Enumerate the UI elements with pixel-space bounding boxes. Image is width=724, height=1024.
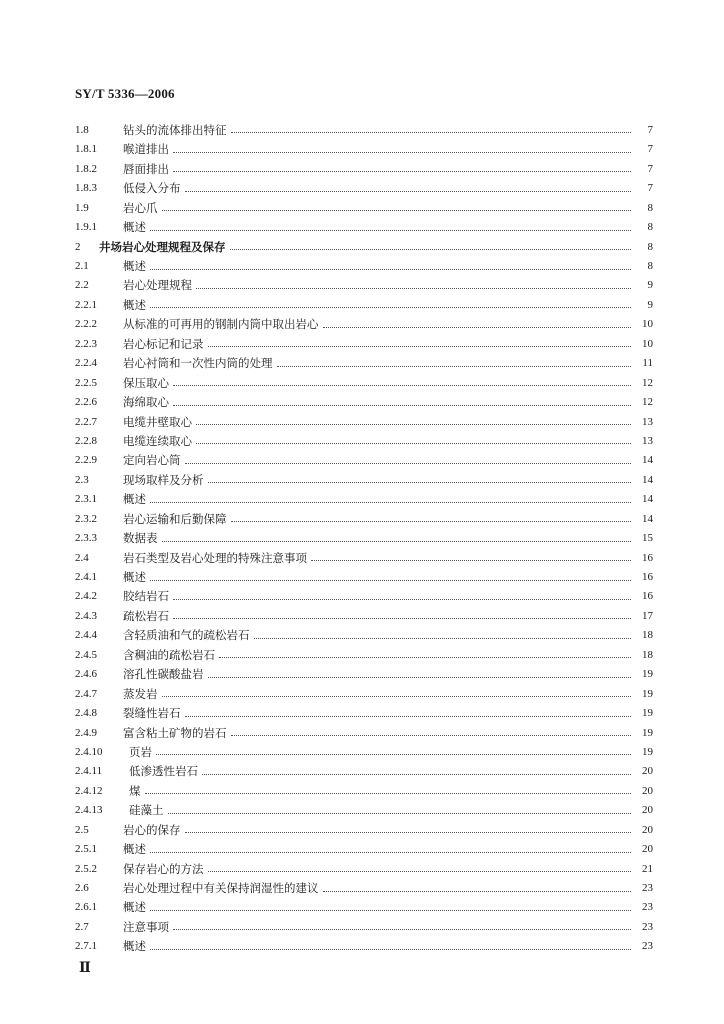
dot-leader — [162, 696, 632, 697]
dot-leader — [150, 910, 631, 911]
dot-leader — [202, 774, 631, 775]
dot-leader — [173, 405, 631, 406]
toc-entry[interactable] — [75, 743, 653, 762]
toc-entry[interactable] — [75, 121, 653, 140]
dot-leader — [173, 618, 631, 619]
dot-leader — [156, 754, 631, 755]
toc-entry-title: 岩心处理过程中有关保持润湿性的建议 — [123, 881, 319, 896]
toc-entry-number: 2.4.10 — [75, 745, 103, 758]
toc-entry-title: 保压取心 — [123, 375, 169, 390]
toc-entry-page: 20 — [642, 784, 653, 797]
toc-entry-title: 现场取样及分析 — [123, 472, 204, 487]
toc-entry-title: 含轻质油和气的疏松岩石 — [123, 628, 250, 643]
dot-leader — [185, 191, 632, 192]
toc-entry-title: 喉道排出 — [123, 142, 169, 157]
toc-entry-number: 2.3 — [75, 473, 89, 486]
toc-entry[interactable] — [75, 335, 653, 354]
toc-entry-number: 2.4.2 — [75, 590, 97, 603]
dot-leader — [173, 385, 631, 386]
toc-entry-title: 海绵取心 — [123, 395, 169, 410]
toc-entry-title: 煤 — [129, 783, 141, 798]
toc-entry[interactable] — [75, 257, 653, 276]
dot-leader — [185, 463, 632, 464]
toc-entry-number: 2.5.1 — [75, 843, 97, 856]
dot-leader — [208, 346, 632, 347]
toc-entry-page: 10 — [642, 337, 653, 350]
toc-entry[interactable] — [75, 432, 653, 451]
toc-entry-number: 2.2.1 — [75, 298, 97, 311]
toc-entry-title: 概述 — [123, 259, 146, 274]
dot-leader — [196, 424, 631, 425]
toc-entry-page: 20 — [642, 823, 653, 836]
toc-entry-page: 11 — [642, 357, 653, 370]
dot-leader — [208, 482, 632, 483]
dot-leader — [196, 443, 631, 444]
toc-entry-page: 19 — [642, 668, 653, 681]
toc-entry[interactable] — [75, 471, 653, 490]
toc-entry-title: 富含粘土矿物的岩石 — [123, 725, 227, 740]
toc-entry[interactable] — [75, 277, 653, 296]
dot-leader — [150, 307, 631, 308]
toc-entry-title: 硅藻土 — [129, 803, 164, 818]
toc-entry[interactable] — [75, 762, 653, 781]
toc-entry[interactable] — [75, 937, 653, 956]
toc-entry-number: 2.4.1 — [75, 571, 97, 584]
toc-entry-page: 16 — [642, 571, 653, 584]
toc-entry[interactable] — [75, 665, 653, 684]
toc-entry-number: 2.3.3 — [75, 532, 97, 545]
toc-entry-title: 电缆连续取心 — [123, 433, 192, 448]
dot-leader — [196, 288, 631, 289]
toc-entry-title: 概述 — [123, 939, 146, 954]
toc-entry-page: 18 — [642, 629, 653, 642]
toc-entry-page: 18 — [642, 648, 653, 661]
toc-entry-page: 20 — [642, 843, 653, 856]
toc-entry-number: 2.3.2 — [75, 512, 97, 525]
toc-entry-title: 低渗透性岩石 — [129, 764, 198, 779]
toc-entry[interactable] — [75, 646, 653, 665]
dot-leader — [173, 929, 631, 930]
dot-leader — [173, 152, 631, 153]
document-code: SY/T 5336—2006 — [75, 86, 175, 101]
toc-entry-page: 12 — [642, 376, 653, 389]
toc-entry[interactable] — [75, 607, 653, 626]
toc-entry-title: 电缆井壁取心 — [123, 414, 192, 429]
toc-entry-title: 定向岩心筒 — [123, 453, 181, 468]
toc-entry-page: 7 — [647, 182, 653, 195]
toc-entry-number: 2.4.11 — [75, 765, 103, 778]
toc-entry-title: 保存岩心的方法 — [123, 861, 204, 876]
toc-entry-number: 2.2.2 — [75, 318, 97, 331]
dot-leader — [323, 891, 632, 892]
toc-entry-title: 岩心标记和记录 — [123, 336, 204, 351]
toc-entry-number: 1.8.1 — [75, 143, 97, 156]
dot-leader — [150, 580, 631, 581]
toc-entry[interactable] — [75, 140, 653, 159]
toc-entry-number: 1.9 — [75, 201, 89, 214]
toc-entry-page: 19 — [642, 745, 653, 758]
toc-entry-title: 岩心处理规程 — [123, 278, 192, 293]
toc-entry[interactable] — [75, 549, 653, 568]
toc-entry[interactable] — [75, 529, 653, 548]
toc-entry[interactable] — [75, 879, 653, 898]
toc-entry-number: 2.7.1 — [75, 940, 97, 953]
toc-entry-page: 19 — [642, 707, 653, 720]
toc-entry-page: 7 — [647, 162, 653, 175]
dot-leader — [323, 327, 632, 328]
dot-leader — [162, 210, 632, 211]
dot-leader — [150, 852, 631, 853]
toc-entry-title: 概述 — [123, 297, 146, 312]
toc-entry-title: 低侵入分布 — [123, 181, 181, 196]
dot-leader — [277, 366, 632, 367]
toc-entry-title: 蒸发岩 — [123, 686, 158, 701]
toc-entry-page: 14 — [642, 493, 653, 506]
toc-entry-number: 2.2.5 — [75, 376, 97, 389]
toc-entry-number: 2.2 — [75, 279, 89, 292]
toc-entry-title: 注意事项 — [123, 919, 169, 934]
dot-leader — [185, 716, 632, 717]
toc-entry-number: 2.4.12 — [75, 784, 103, 797]
toc-entry-page: 15 — [642, 532, 653, 545]
toc-entry-page: 12 — [642, 396, 653, 409]
dot-leader — [173, 171, 631, 172]
toc-entry-page: 19 — [642, 687, 653, 700]
toc-entry-number: 1.8 — [75, 123, 89, 136]
toc-entry-title: 岩心运输和后勤保障 — [123, 511, 227, 526]
toc-entry-page: 17 — [642, 609, 653, 622]
toc-entry[interactable] — [75, 801, 653, 820]
toc-entry-page: 9 — [647, 298, 653, 311]
toc-entry-page: 16 — [642, 551, 653, 564]
toc-entry-title: 页岩 — [129, 744, 152, 759]
toc-entry-title: 井场岩心处理规程及保存 — [99, 239, 226, 254]
toc-entry[interactable] — [75, 393, 653, 412]
toc-entry-number: 2.4.3 — [75, 609, 97, 622]
toc-entry-page: 14 — [642, 473, 653, 486]
toc-entry-page: 9 — [647, 279, 653, 292]
dot-leader — [231, 735, 632, 736]
toc-entry-title: 概述 — [123, 570, 146, 585]
toc-entry-page: 8 — [647, 221, 653, 234]
toc-entry-title: 岩心爪 — [123, 200, 158, 215]
toc-entry-title: 概述 — [123, 842, 146, 857]
table-of-contents — [75, 121, 653, 957]
toc-entry-page: 23 — [642, 940, 653, 953]
dot-leader — [231, 132, 632, 133]
toc-entry[interactable] — [75, 160, 653, 179]
toc-entry-title: 概述 — [123, 492, 146, 507]
toc-entry-number: 2.1 — [75, 260, 89, 273]
toc-entry[interactable] — [75, 821, 653, 840]
dot-leader — [208, 677, 632, 678]
toc-entry-page: 19 — [642, 726, 653, 739]
toc-entry[interactable] — [75, 918, 653, 937]
toc-entry-title: 岩石类型及岩心处理的特殊注意事项 — [123, 550, 307, 565]
toc-entry[interactable] — [75, 315, 653, 334]
page-number: Ⅱ — [79, 961, 91, 976]
toc-entry[interactable] — [75, 374, 653, 393]
dot-leader — [150, 502, 631, 503]
toc-entry[interactable] — [75, 199, 653, 218]
toc-entry[interactable] — [75, 510, 653, 529]
toc-entry[interactable] — [75, 626, 653, 645]
toc-entry[interactable] — [75, 451, 653, 470]
toc-entry-page: 23 — [642, 882, 653, 895]
dot-leader — [208, 871, 632, 872]
toc-entry[interactable] — [75, 218, 653, 237]
toc-entry-number: 2.2.4 — [75, 357, 97, 370]
toc-entry-page: 7 — [647, 143, 653, 156]
toc-entry[interactable] — [75, 840, 653, 859]
dot-leader — [150, 230, 631, 231]
toc-entry-page: 20 — [642, 804, 653, 817]
toc-entry-title: 唇面排出 — [123, 161, 169, 176]
dot-leader — [145, 793, 632, 794]
toc-entry-number: 2.2.3 — [75, 337, 97, 350]
toc-entry-number: 1.8.3 — [75, 182, 97, 195]
toc-entry-page: 8 — [647, 260, 653, 273]
dot-leader — [150, 949, 631, 950]
toc-entry-number: 2.2.8 — [75, 434, 97, 447]
toc-entry[interactable] — [75, 782, 653, 801]
toc-entry-number: 2.6.1 — [75, 901, 97, 914]
toc-entry-number: 2.4.13 — [75, 804, 103, 817]
toc-entry-page: 20 — [642, 765, 653, 778]
toc-entry-number: 2.3.1 — [75, 493, 97, 506]
toc-entry-title: 含稠油的疏松岩石 — [123, 647, 215, 662]
toc-entry[interactable] — [75, 179, 653, 198]
toc-entry-number: 2.5 — [75, 823, 89, 836]
toc-entry-number: 2.4.6 — [75, 668, 97, 681]
toc-entry-title: 概述 — [123, 900, 146, 915]
toc-entry[interactable] — [75, 568, 653, 587]
toc-entry-number: 2.4 — [75, 551, 89, 564]
toc-entry-page: 13 — [642, 434, 653, 447]
toc-entry[interactable] — [75, 354, 653, 373]
toc-entry-title: 裂缝性岩石 — [123, 706, 181, 721]
toc-entry-title: 岩心衬筒和一次性内筒的处理 — [123, 356, 273, 371]
toc-entry-number: 2.4.7 — [75, 687, 97, 700]
toc-entry-number: 2.2.6 — [75, 396, 97, 409]
dot-leader — [150, 269, 631, 270]
toc-entry-title: 溶孔性碳酸盐岩 — [123, 667, 204, 682]
toc-entry-title: 数据表 — [123, 531, 158, 546]
dot-leader — [168, 813, 632, 814]
toc-entry-page: 8 — [647, 201, 653, 214]
toc-entry-page: 23 — [642, 901, 653, 914]
toc-entry[interactable] — [75, 490, 653, 509]
toc-entry-page: 23 — [642, 920, 653, 933]
toc-entry-page: 14 — [642, 454, 653, 467]
toc-entry[interactable] — [75, 685, 653, 704]
toc-entry[interactable] — [75, 899, 653, 918]
toc-entry-title: 疏松岩石 — [123, 608, 169, 623]
toc-entry[interactable] — [75, 860, 653, 879]
toc-entry-page: 8 — [647, 240, 653, 253]
dot-leader — [230, 249, 632, 250]
dot-leader — [185, 832, 632, 833]
dot-leader — [173, 599, 631, 600]
toc-entry-title: 从标准的可再用的钢制内筒中取出岩心 — [123, 317, 319, 332]
dot-leader — [162, 541, 632, 542]
toc-entry[interactable] — [75, 413, 653, 432]
toc-entry-number: 2.4.8 — [75, 707, 97, 720]
toc-entry-page: 13 — [642, 415, 653, 428]
toc-entry-number: 2.2.7 — [75, 415, 97, 428]
toc-entry-number: 2.4.4 — [75, 629, 97, 642]
toc-entry-number: 2.5.2 — [75, 862, 97, 875]
toc-entry[interactable] — [75, 296, 653, 315]
toc-entry-title: 概述 — [123, 220, 146, 235]
dot-leader — [219, 657, 631, 658]
dot-leader — [231, 521, 632, 522]
toc-entry-page: 21 — [642, 862, 653, 875]
toc-entry-title: 胶结岩石 — [123, 589, 169, 604]
toc-entry-number: 2.4.5 — [75, 648, 97, 661]
dot-leader — [254, 638, 632, 639]
toc-entry[interactable] — [75, 588, 653, 607]
toc-entry-page: 16 — [642, 590, 653, 603]
toc-entry-number: 2.4.9 — [75, 726, 97, 739]
toc-entry[interactable] — [75, 704, 653, 723]
toc-entry[interactable] — [75, 238, 653, 257]
toc-entry-number: 2.2.9 — [75, 454, 97, 467]
toc-entry-number: 2.6 — [75, 882, 89, 895]
toc-entry[interactable] — [75, 724, 653, 743]
toc-entry-title: 岩心的保存 — [123, 822, 181, 837]
dot-leader — [311, 560, 631, 561]
toc-entry-page: 14 — [642, 512, 653, 525]
toc-entry-number: 2 — [75, 240, 81, 253]
toc-entry-title: 钻头的流体排出特征 — [123, 122, 227, 137]
toc-entry-page: 10 — [642, 318, 653, 331]
toc-entry-number: 1.8.2 — [75, 162, 97, 175]
toc-entry-page: 7 — [647, 123, 653, 136]
toc-entry-number: 2.7 — [75, 920, 89, 933]
toc-entry-number: 1.9.1 — [75, 221, 97, 234]
